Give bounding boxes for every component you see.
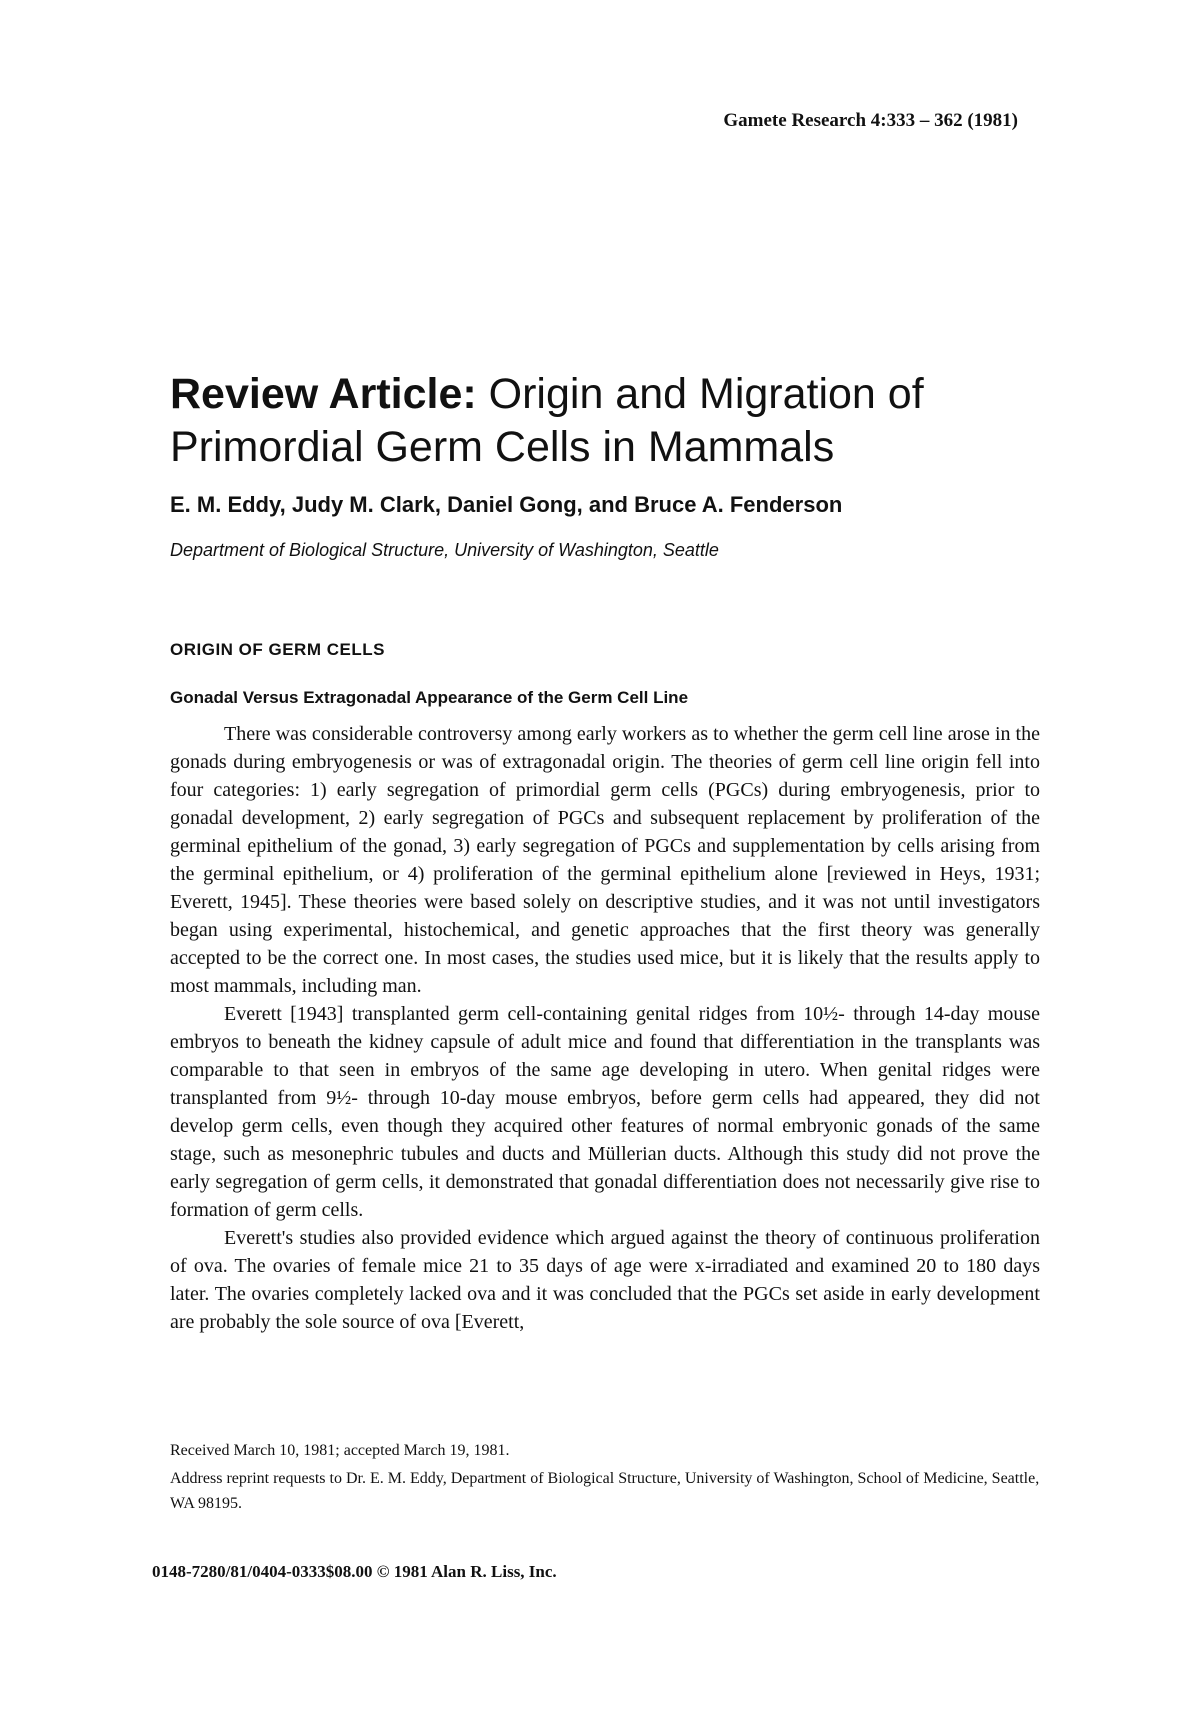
footnotes bbox=[170, 1438, 1060, 1516]
subsection-heading: Gonadal Versus Extragonadal Appearance of the Germ Cell Line bbox=[170, 688, 689, 707]
author-list: E. M. Eddy, Judy M. Clark, Daniel Gong, and Bruce A. Fenderson bbox=[170, 492, 843, 517]
author-affiliation: Department of Biological Structure, University of Washington, Seattle bbox=[170, 540, 719, 560]
received-date-note: Received March 10, 1981; accepted March 19, 1981. bbox=[170, 1442, 510, 1459]
reprint-address-note: Address reprint requests to Dr. E. M. Eddy, Department of Biological Structure, University of Washington, School of Medicine, Seattle, WA 98195. bbox=[170, 1470, 1040, 1512]
article-title bbox=[170, 368, 1090, 474]
article-title-text: Origin and Migration of Primordial Germ Cells in Mammals bbox=[170, 370, 924, 471]
body-text bbox=[170, 720, 1040, 1336]
journal-reference: Gamete Research 4:333 – 362 (1981) bbox=[723, 110, 1018, 131]
article-type-label: Review Article: bbox=[170, 370, 477, 418]
body-paragraph: Everett's studies also provided evidence which argued against the theory of continuous proliferation of ova. The ovaries of female mice 21 to 35 days of age were x-irradiated and examined 20 to 180 days later. The ovaries completely lacked ova and it was concluded that the PGCs set aside in early development are probably the sole source of ova [Everett, bbox=[170, 1227, 1040, 1333]
copyright-line: 0148-7280/81/0404-0333$08.00 © 1981 Alan R. Liss, Inc. bbox=[152, 1562, 557, 1581]
section-heading: ORIGIN OF GERM CELLS bbox=[170, 640, 385, 659]
body-paragraph: There was considerable controversy among early workers as to whether the germ cell line arose in the gonads during embryogenesis or was of extragonadal origin. The theories of germ cell line origin fell into four categories: 1) early segregation of primordial germ cells (PGCs) during embryogenesis, prior to gonadal development, 2) early segregation of PGCs and subsequent replacement by proliferation of the germinal epithelium of the gonad, 3) early segregation of PGCs and supplementation by cells arising from the germinal epithelium, or 4) proliferation of the germinal epithelium alone [reviewed in Heys, 1931; Everett, 1945]. These theories were based solely on descriptive studies, and it was not until investigators began using experimental, histochemical, and genetic approaches that the first theory was generally accepted to be the correct one. In most cases, the studies used mice, but it is likely that the results apply to most mammals, including man. bbox=[170, 723, 1040, 997]
body-paragraph: Everett [1943] transplanted germ cell-containing genital ridges from 10½- through 14-day mouse embryos to beneath the kidney capsule of adult mice and found that differentiation in the transplants was comparable to that seen in embryos of the same age developing in utero. When genital ridges were transplanted from 9½- through 10-day mouse embryos, before germ cells had appeared, they did not develop germ cells, even though they acquired other features of normal embryonic gonads of the same stage, such as mesonephric tubules and ducts and Müllerian ducts. Although this study did not prove the early segregation of germ cells, it demonstrated that gonadal differentiation does not necessarily give rise to formation of germ cells. bbox=[170, 1003, 1040, 1221]
